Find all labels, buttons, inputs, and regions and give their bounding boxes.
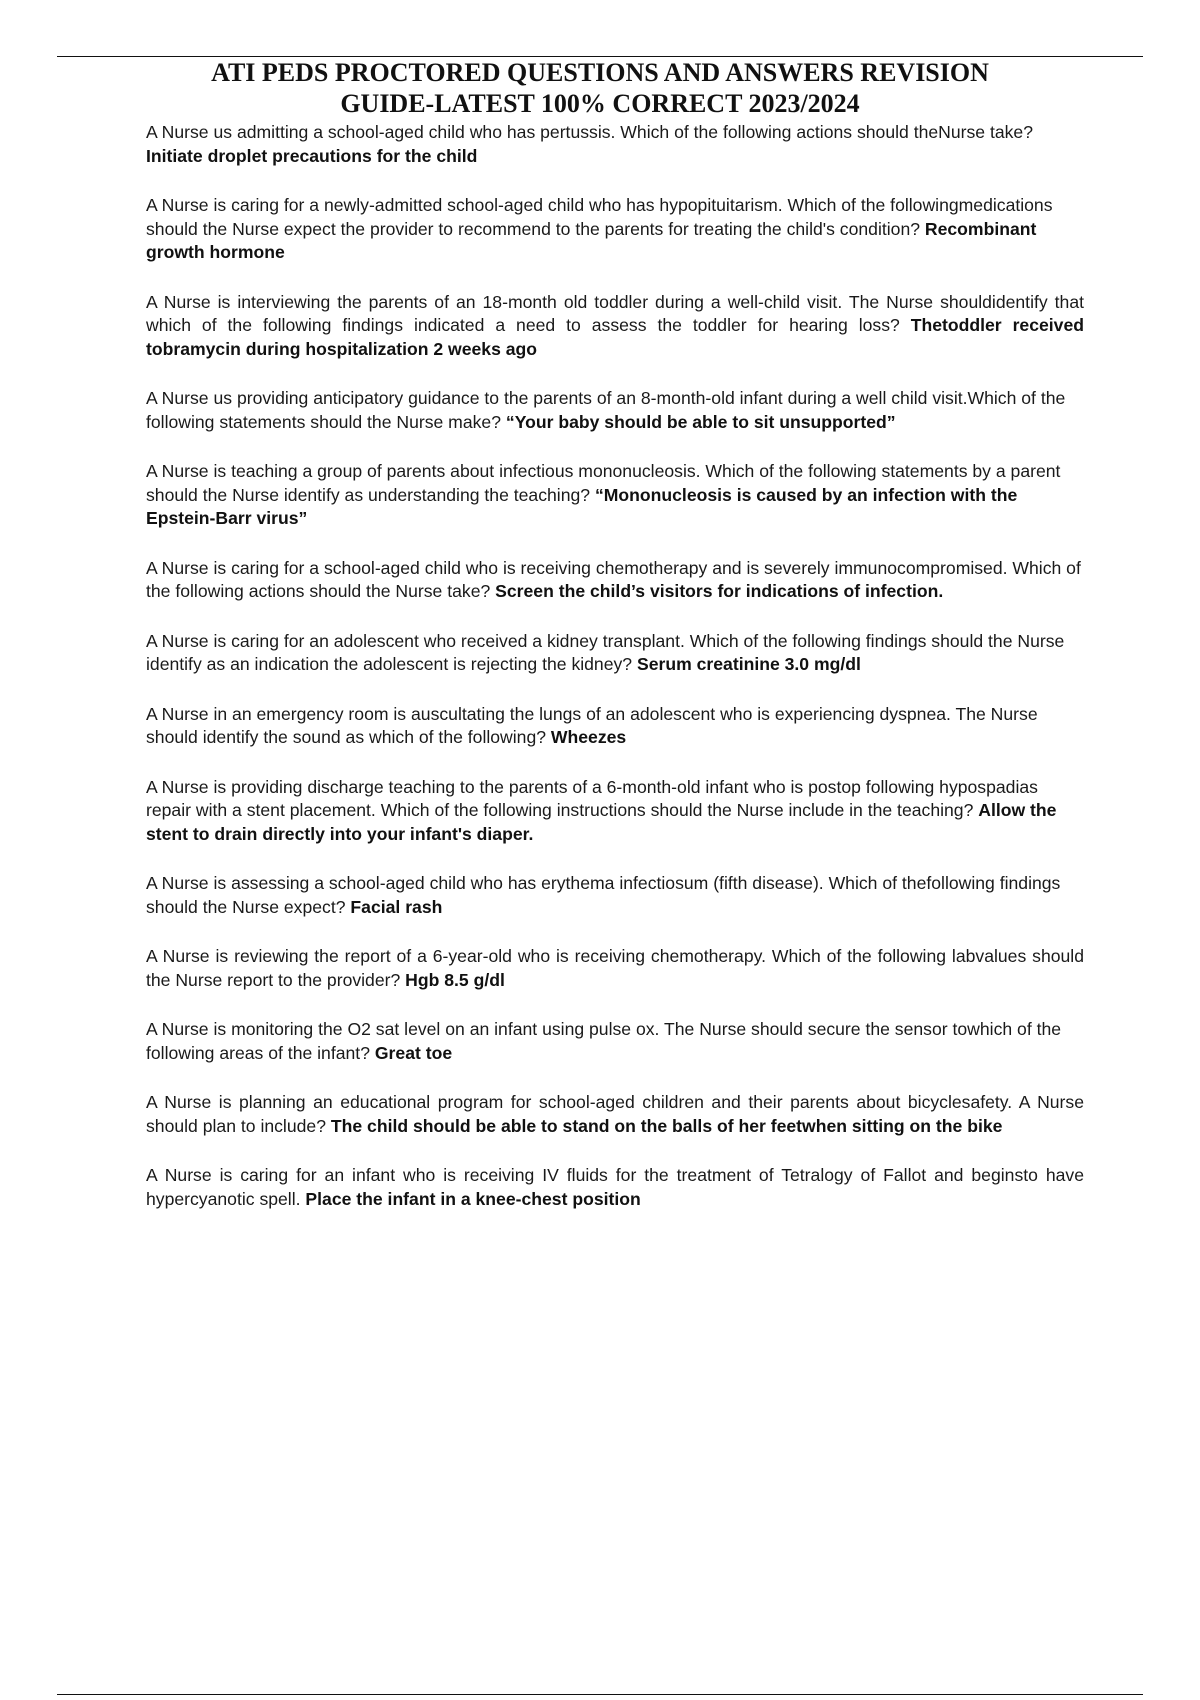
question-text: A Nurse is caring for a school-aged child who is receiving chemotherapy and is severely immunocompromised. Which of the following actions should the Nurse take? [146,557,1081,601]
qa-item-8 [146,703,1084,750]
question-text: A Nurse is assessing a school-aged child who has erythema infectiosum (fifth disease). Which of thefollowing findings should the Nurse expect? [146,873,1061,917]
answer-text: Thetoddler received tobramycin during hospitalization 2 weeks ago [146,315,1084,359]
answer-text: Hgb 8.5 g/dl [405,969,505,990]
answer-text: Great toe [374,1042,453,1063]
qa-item-6 [146,557,1084,604]
answer-text: Serum creatinine 3.0 mg/dl [636,654,861,674]
answer-text: “Mononucleosis is caused by an infection with the Epstein-Barr virus” [146,484,1018,528]
answer-text: Initiate droplet precautions for the child [146,145,478,166]
answer-text: Wheezes [550,727,627,747]
qa-item-7 [146,630,1084,677]
qa-item-13 [146,1091,1084,1138]
qa-item-9 [146,776,1084,847]
bottom-rule [57,1694,1143,1695]
answer-text: The child should be able to stand on the balls of her feetwhen sitting on the bike [330,1115,1003,1136]
qa-item-12 [146,1018,1084,1065]
document-title [57,57,1143,119]
qa-list [146,121,1084,1237]
question-text: A Nurse us admitting a school-aged child who has pertussis. Which of the following actions should theNurse take? [146,122,1034,142]
question-text: A Nurse is caring for a newly-admitted school-aged child who has hypopituitarism. Which of the followingmedications should the Nurse expect the provider to recommend to the parents for treating the child's condition? [146,195,1053,239]
answer-text: Screen the child’s visitors for indications of infection. [495,581,944,601]
question-text: A Nurse is caring for an infant who is receiving IV fluids for the treatment of Tetralogy of Fallot and beginsto have hypercyanotic spell. [146,1165,1084,1209]
qa-item-3 [146,291,1084,362]
qa-item-14 [146,1164,1084,1211]
question-text: A Nurse is caring for an adolescent who received a kidney transplant. Which of the following findings should the Nurse identify as an indication the adolescent is rejecting the kidney? [146,630,1065,674]
question-text: A Nurse is teaching a group of parents about infectious mononucleosis. Which of the following statements by a parent should the Nurse identify as understanding the teaching? [146,461,1061,505]
question-text: A Nurse is providing discharge teaching to the parents of a 6-month-old infant who is postop following hypospadias repair with a stent placement. Which of the following instructions should the Nurse include in the teaching? [146,776,1038,820]
qa-item-1 [146,121,1084,168]
qa-item-11 [146,945,1084,992]
qa-item-5 [146,460,1084,531]
question-text: A Nurse us providing anticipatory guidance to the parents of an 8-month-old infant during a well child visit.Which of the following statements should the Nurse make? [146,388,1066,432]
question-text: A Nurse in an emergency room is auscultating the lungs of an adolescent who is experiencing dyspnea. The Nurse should identify the sound as which of the following? [146,703,1038,747]
question-text: A Nurse is monitoring the O2 sat level on an infant using pulse ox. The Nurse should secure the sensor towhich of the following areas of the infant? [146,1019,1062,1063]
title-line-2: GUIDE-LATEST 100% CORRECT 2023/2024 [340,89,860,118]
question-text: A Nurse is planning an educational program for school-aged children and their parents about bicyclesafety. A Nurse should plan to include? [146,1092,1084,1136]
question-text: A Nurse is reviewing the report of a 6-year-old who is receiving chemotherapy. Which of the following labvalues should the Nurse report to the provider? [146,946,1084,990]
answer-text: Allow the stent to drain directly into your infant's diaper. [146,800,1057,844]
answer-text: Recombinant growth hormone [146,218,1037,262]
title-line-1: ATI PEDS PROCTORED QUESTIONS AND ANSWERS REVISION [211,58,989,87]
answer-text: Place the infant in a knee-chest position [305,1188,641,1209]
answer-text: Facial rash [350,896,443,917]
qa-item-4 [146,387,1084,434]
answer-text: “Your baby should be able to sit unsupported” [505,411,896,432]
qa-item-2 [146,194,1084,265]
qa-item-10 [146,872,1084,919]
question-text: A Nurse is interviewing the parents of an 18-month old toddler during a well-child visit. The Nurse shouldidentify that which of the following findings indicated a need to assess the toddler for hearing loss? [146,291,1084,335]
